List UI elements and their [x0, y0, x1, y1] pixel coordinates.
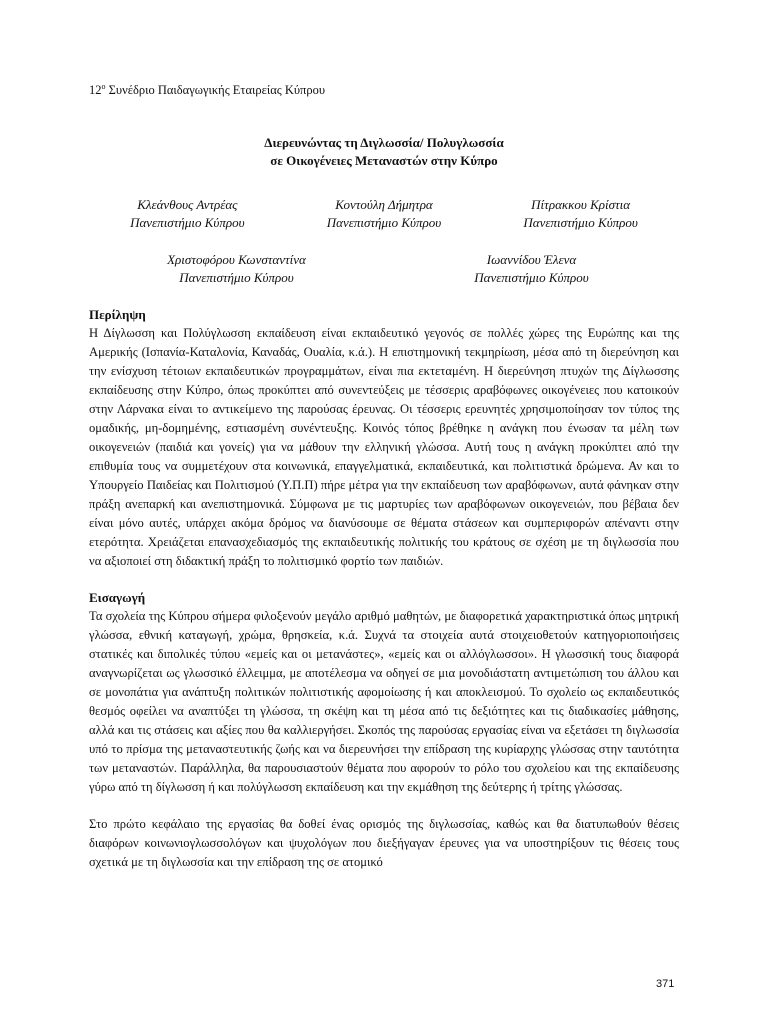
author-block [102, 196, 272, 232]
author-name: Ιωαννίδου Έλενα [486, 252, 577, 268]
author-name: Κοντούλη Δήμητρα [335, 197, 433, 213]
author-affiliation: Πανεπιστήμιο Κύπρου [523, 215, 638, 231]
conference-number: 12 [89, 83, 102, 98]
author-name: Πίτρακκου Κρίστια [531, 197, 631, 213]
introduction-paragraph: Τα σχολεία της Κύπρου σήμερα φιλοξενούν μεγάλο αριθμό μαθητών, με διαφορετικά χαρακτηριστικά όπως μητρική γλώσσα, εθνική καταγωγή, χρώμα, θρησκεία, κ.ά. Συχνά τα στοιχεία αυτά στοιχειοθετούν κατηγοριοποιήσεις στατικές και διπολικές τύπου «εμείς και οι μετανάστες», «εμείς και οι αλλόγλωσσοι». Η γλωσσική τους διαφορά αναγνωρίζεται ως γλωσσικό έλλειμμα, με αποτέλεσμα να οδηγεί σε μια μονοδιάστατη αντιμετώπιση του άλλου και σε μονοπάτια για ανάπτυξη πολιτικών πολιτιστικής αφομοίωσης ή και αποκλεισμού. Το σχολείο ως εκπαιδευτικός θεσμός οφείλει να αναπτύξει τη γλώσσα, τη σκέψη και τη μέσα από τις δεξιότητες και τις διαδικασίες μάθησης, αλλά και τις στάσεις και αξίες που θα καλλιεργήσει. Σκοπός της παρούσας εργασίας είναι να εξετάσει τη διγλωσσία υπό το πρίσμα της μεταναστευτικής ζωής και να διερευνήσει την επίδραση της κυρίαρχης γλώσσας στην ταυτότητα των μεταναστών. Παράλληλα, θα παρουσιαστούν θέματα που αφορούν το ρόλο του σχολείου και της εκπαίδευσης γύρω από τη δίγλωσση ή και πολύγλωσση εκπαίδευση και την εκμάθηση της δεύτερης ή τρίτης γλώσσας. [89, 609, 679, 795]
author-name: Κλεάνθους Αντρέας [137, 197, 238, 213]
paper-title [89, 134, 679, 170]
title-line-1: Διερευνώντας τη Διγλωσσία/ Πολυγλωσσία [264, 135, 504, 151]
author-affiliation: Πανεπιστήμιο Κύπρου [130, 215, 245, 231]
authors-row-2 [89, 251, 679, 287]
introduction-heading: Εισαγωγή [89, 590, 146, 606]
conference-name: Συνέδριο Παιδαγωγικής Εταιρείας Κύπρου [105, 83, 326, 98]
author-affiliation: Πανεπιστήμιο Κύπρου [326, 215, 442, 231]
author-block [299, 196, 469, 232]
title-line-2: σε Οικογένειες Μεταναστών στην Κύπρο [270, 153, 498, 169]
abstract-paragraph: Η Δίγλωσση και Πολύγλωσση εκπαίδευση είναι εκπαιδευτικό γεγονός σε πολλές χώρες της Ευρώπης και της Αμερικής (Ισπανία-Καταλονία, Καναδάς, Ουαλία, κ.ά.). Η επιστημονική τεκμηρίωση, μέσα από τη διερεύνηση και την ενίσχυση τέτοιων εκπαιδευτικών προγραμμάτων, είναι πια εκτεταμένη. Η διερεύνηση πτυχών της Δίγλωσσης εκπαίδευσης στην Κύπρο, όπως προκύπτει από συνεντεύξεις με τέσσερις αραβόφωνες οικογένειες που κατοικούν στην Λάρνακα είναι το αντικείμενο της παρούσας έρευνας. Οι τέσσερις ερευνητές χρησιμοποίησαν τον τύπος της ομαδικής, μη-δομημένης, εστιασμένη συνέντευξης. Κοινός τόπος βρέθηκε η ανάγκη που ένωσαν τα μέλη των οικογενειών (παιδιά και γονείς) για να μάθουν την ελληνική γλώσσα. Αυτή τους η ανάγκη προκύπτει από την επιθυμία τους να συμμετέχουν στα κοινωνικά, επαγγελματικά, εκπαιδευτικά, και πολιτιστικά δρώμενα. Αν και το Υπουργείο Παιδείας και Πολιτισμού (Υ.Π.Π) πήρε μέτρα για την εκπαίδευση των αραβόφωνων, αυτά φάνηκαν στην πράξη ανεπαρκή και ανεπιστημονικά. Σύμφωνα με τις μαρτυρίες των αραβόφωνων οικογενειών, που βέβαια δεν είναι μόνο αυτές, υπάρχει ακόμα δρόμος να διανύσουμε σε θέματα στάσεων και συμπεριφορών απέναντι στην ετερότητα. Χρειάζεται επανασχεδιασμός της εκπαιδευτικής πολιτικής του κράτους σε σχέση με τη διγλωσσία που να αξιοποιεί στη διδακτική πράξη το πολιτισμικό φορτίο των παιδιών. [89, 326, 679, 569]
author-name: Χριστοφόρου Κωνσταντίνα [167, 252, 306, 268]
conference-ordinal: ο [101, 82, 106, 91]
author-block [127, 251, 347, 287]
abstract-heading: Περίληψη [89, 307, 146, 323]
author-block [422, 251, 642, 287]
body-paragraph: Στο πρώτο κεφάλαιο της εργασίας θα δοθεί ένας ορισμός της διγλωσσίας, καθώς και θα διατυπωθούν θέσεις διαφόρων κοινωνιογλωσσολόγων και ψυχολόγων που διεξήγαγαν έρευνες για να υποστηρίξουν τις θέσεις τους σχετικά με τη διγλωσσία και την επίδραση της σε ατομικό [89, 817, 679, 870]
paper-page [89, 82, 679, 872]
page-number: 371 [656, 978, 675, 990]
author-block [496, 196, 666, 232]
authors-row-1 [89, 196, 679, 232]
author-affiliation: Πανεπιστήμιο Κύπρου [474, 270, 589, 286]
author-affiliation: Πανεπιστήμιο Κύπρου [179, 270, 294, 286]
conference-header [89, 82, 679, 98]
